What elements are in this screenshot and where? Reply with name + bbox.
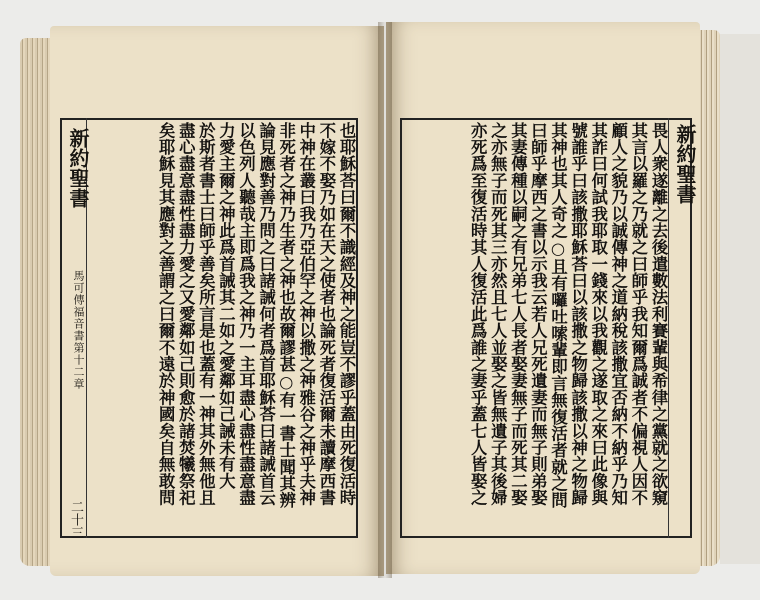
text-column: 於斯者書士曰師乎善矣所言是也蓋有一神其外無他且 [196,122,216,506]
book-gutter [378,22,392,578]
text-column: 之亦無子而死其三亦然且七人並娶之皆無遺子其後婦 [488,122,508,506]
text-column: 顧人之貌乃以誠傳神之道納稅該撒宜否納不納乎乃知 [608,122,628,506]
text-column: 以色列人聽哉主即爲我之神乃一主耳盡心盡性盡意盡 [236,122,256,506]
text-column: 論見應對善乃問之曰諸誡何者爲首耶穌荅曰諸誡首云 [256,122,276,506]
text-column: 亦死爲至復活時其人復活此爲誰之妻乎蓋七人皆娶之 [468,122,488,506]
text-column: 中神在叢曰我乃亞伯罕之神以撒之神雅谷之神乎夫神 [296,122,316,506]
right-text-block [404,122,666,534]
left-running-title: 新約聖書 [66,128,90,208]
text-column: 矣耶穌見其應對之善謂之曰爾不遠於神國矣自無敢問 [156,122,176,506]
text-column: 力愛主爾之神此爲首誡其二如之愛鄰如己誡未有大 [216,122,236,490]
left-chapter-heading: 馬可傳福音書第十二章 [72,270,85,390]
text-column: 不嫁不娶乃如在天之使者也論死者復活爾未讀摩西書 [316,122,336,506]
left-text-block [92,122,354,534]
text-column: 其妻傳種以嗣之有兄弟七人長者娶妻無子而死其二娶 [508,122,528,506]
background-surface [720,34,760,564]
page-number: 二十三 [68,500,83,539]
text-column: 其神也其人奇之○且有囉吐嗦輩即言無復活者就之問 [548,122,568,509]
text-column: 其言以羅之乃就之曰師乎我知爾爲誠者不偏視人因不 [628,122,648,506]
text-column: 畏人衆遂離之去後遣數法利賽輩與希律之黨就之欲窺 [649,122,668,506]
text-column: 號誰乎曰該撒耶穌荅曰以該撒之物歸該撒以神之物歸 [568,122,588,506]
text-column: 其詐曰何試我耶取一錢來以我觀之遂取之來曰此像與 [588,122,608,506]
text-column: 非死者之神乃生者之神也故爾謬甚○有一書士聞其辨 [276,122,296,509]
right-running-title: 新約聖書 [673,124,697,204]
text-column: 盡心盡意盡性盡力愛之又愛鄰如己則愈於諸焚犧祭祀 [176,122,196,506]
right-margin-rule [668,118,669,538]
text-column: 也耶穌荅曰爾不識經及神之能豈不謬乎蓋由死復活時 [337,122,356,506]
text-column: 曰師乎摩西之書以示我云若人兄死遺妻而無子則弟娶 [528,122,548,506]
